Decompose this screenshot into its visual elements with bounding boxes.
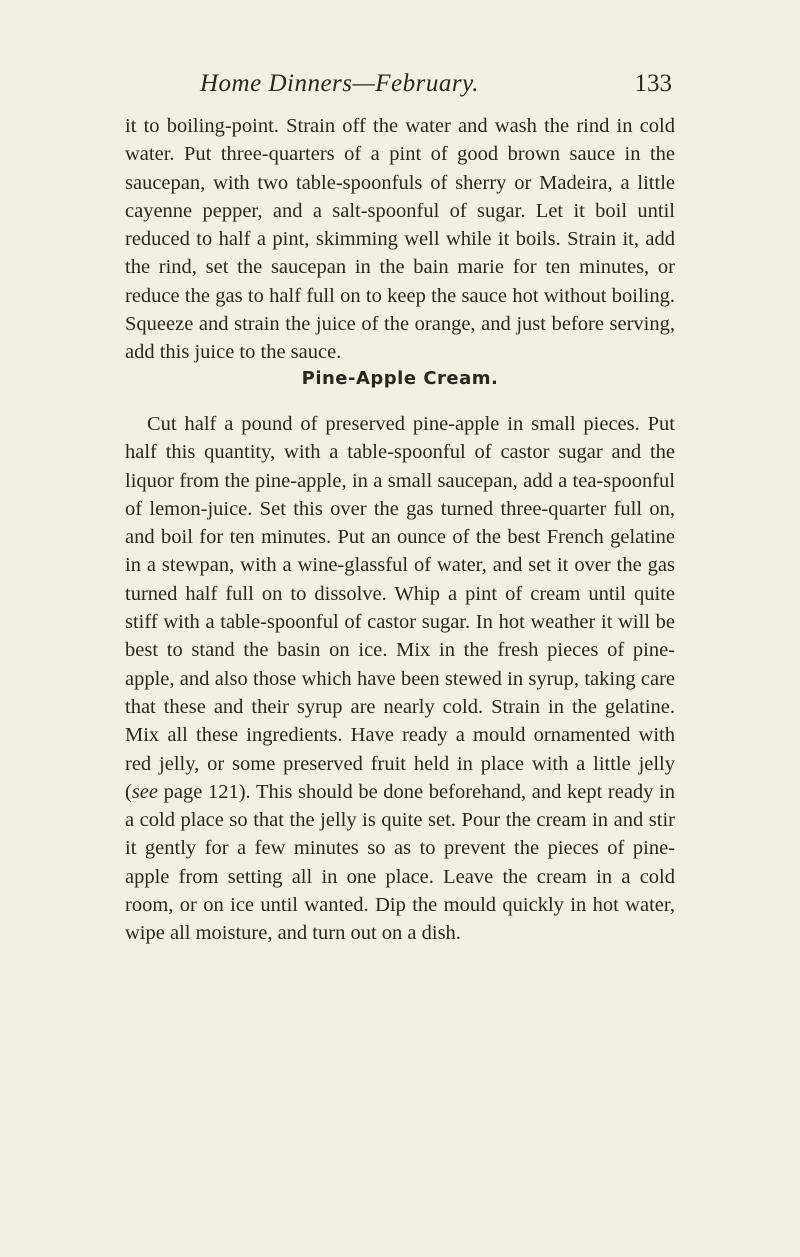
running-header <box>200 70 640 98</box>
recipe-text-part-2: ). This should be done beforehand, and kept ready in a cold place so that the jelly is quite set. Pour the cream in and stir it gently for a few minutes so as to prevent the pieces of pine-apple from setting all in one place. Leave the cream in a cold room, or on ice until wanted. Dip the mould quickly in hot water, wipe all moisture, and turn out on a dish. <box>125 780 675 945</box>
running-header-title: Home Dinners—February. <box>200 70 480 97</box>
recipe-paragraph <box>125 410 675 948</box>
page-number: 133 <box>634 70 672 97</box>
recipe-text-part-1: Cut half a pound of preserved pine-apple in small pieces. Put half this quantity, with a table-spoonful of castor sugar and the liquor from the pine-apple, in a small saucepan, add a tea-spoonful of lemon-juice. Set this over the gas turned three-quarter full on, and boil for ten minutes. Put an ounce of the best French gelatine in a stewpan, with a wine-glassful of water, and set it over the gas turned half full on to dissolve. Whip a pint of cream until quite stiff with a table-spoonful of castor sugar. In hot weather it will be best to stand the basin on ice. Mix in the fresh pieces of pine-apple, and also those which have been stewed in syrup, taking care that these and their syrup are nearly cold. Strain in the gelatine. Mix all these ingredients. Have ready a mould ornamented with red jelly, or some preserved fruit held in place with a little jelly ( <box>125 413 675 803</box>
page-reference: page 121 <box>158 780 239 803</box>
recipe-heading: Pine-Apple Cream. <box>301 368 499 389</box>
see-reference: see <box>131 780 159 803</box>
continuation-paragraph: it to boiling-point. Strain off the water and wash the rind in cold water. Put three-quarters of a pint of good brown sauce in the saucepan, with two table-spoonfuls of sherry or Madeira, a little cayenne pepper, and a salt-spoonful of sugar. Let it boil until reduced to half a pint, skimming well while it boils. Strain it, add the rind, set the saucepan in the bain marie for ten minutes, or reduce the gas to half full on to keep the sauce hot without boiling. Squeeze and strain the juice of the orange, and just before serving, add this juice to the sauce. <box>125 115 675 364</box>
